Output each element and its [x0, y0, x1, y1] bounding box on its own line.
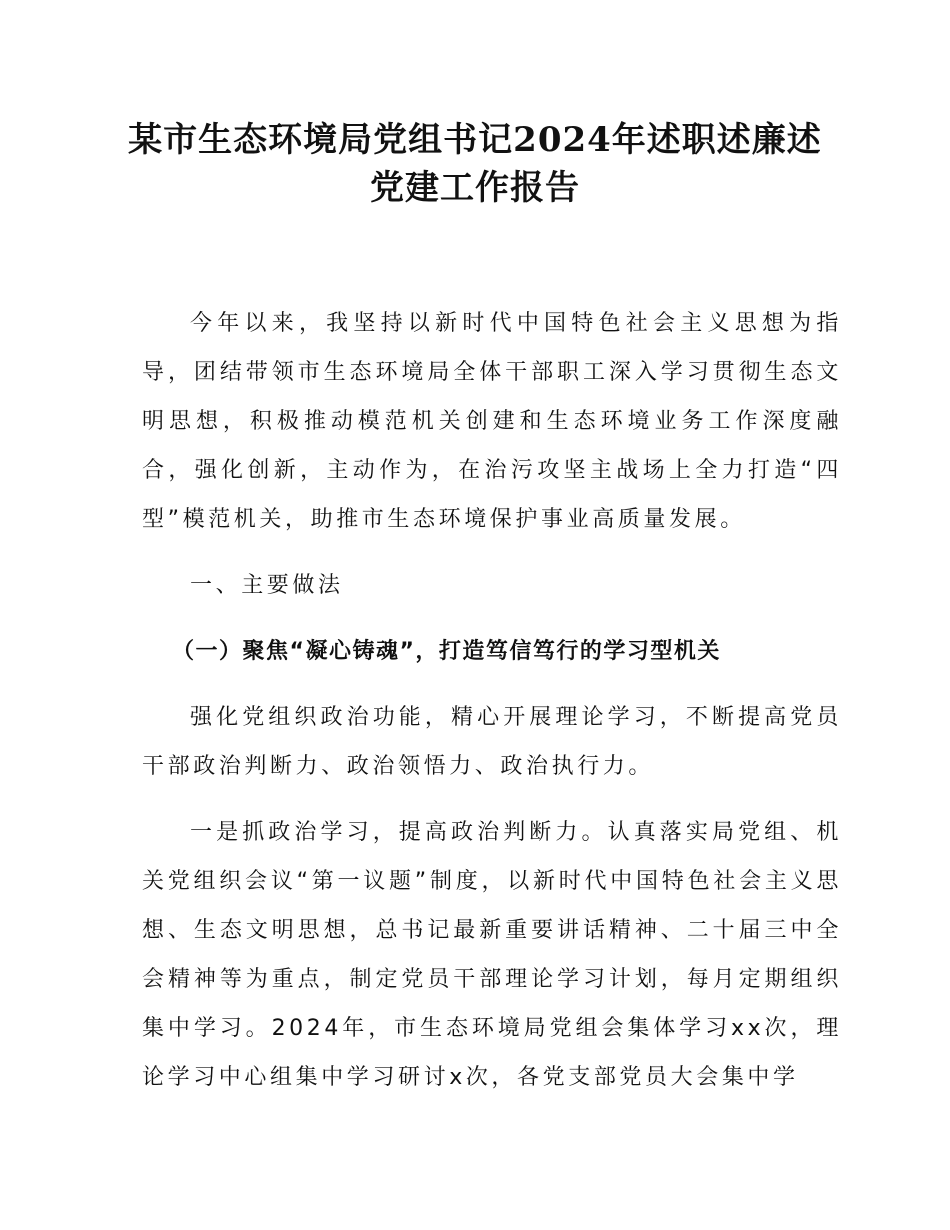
document-title-line-1: 某市生态环境局党组书记2024年述职述廉述 — [128, 120, 822, 160]
document-title-line-2: 党建工作报告 — [370, 168, 580, 208]
paragraph-political-study: 一是抓政治学习，提高政治判断力。认真落实局党组、机关党组织会议“第一议题”制度，以新时代中国特色社会主义思想、生态文明思想，总书记最新重要讲话精神、二十届三中全会精神等为重点，制定党员干部理论学习计划，每月定期组织集中学习。2024年，市生态环境局党组会集体学习xx次，理论学习中心组集中学习研讨x次，各党支部党员大会集中学 — [142, 820, 842, 1090]
section-heading-main-practices: 一、主要做法 — [190, 573, 344, 598]
document-body — [142, 299, 842, 1102]
subsection-heading-1: （一）聚焦“凝心铸魂”，打造笃信笃行的学习型机关 — [172, 639, 721, 664]
paragraph-political-function: 强化党组织政治功能，精心开展理论学习，不断提高党员干部政治判断力、政治领悟力、政治执行力。 — [142, 705, 842, 779]
intro-paragraph: 今年以来，我坚持以新时代中国特色社会主义思想为指导，团结带领市生态环境局全体干部职工深入学习贯彻生态文明思想，积极推动模范机关创建和生态环境业务工作深度融合，强化创新，主动作为，在治污攻坚主战场上全力打造“四型”模范机关，助推市生态环境保护事业高质量发展。 — [142, 311, 842, 532]
